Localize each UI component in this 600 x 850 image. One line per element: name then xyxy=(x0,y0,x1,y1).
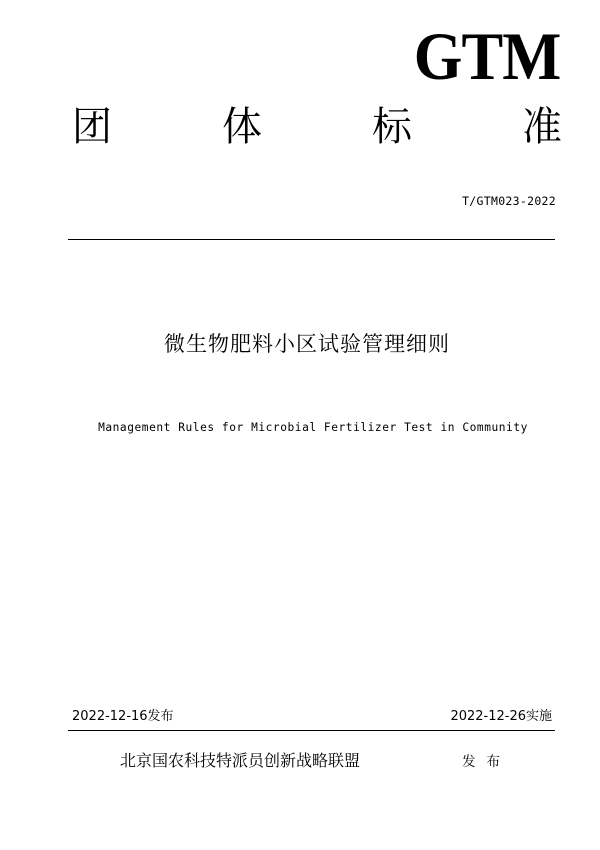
top-divider xyxy=(68,239,555,240)
standard-type-heading xyxy=(72,102,562,152)
standard-type-char: 团 xyxy=(72,104,112,150)
document-title-chinese: 微生物肥料小区试验管理细则 xyxy=(164,332,450,356)
standard-type-char: 体 xyxy=(222,104,262,150)
publish-label: 发布 xyxy=(462,754,511,770)
standard-code: T/GTM023-2022 xyxy=(462,194,556,208)
publisher-name: 北京国农科技特派员创新战略联盟 xyxy=(120,751,361,770)
gtm-logo: GTM xyxy=(413,18,560,94)
document-title-english: Management Rules for Microbial Fertilizer Test in Community xyxy=(98,421,528,434)
release-date: 2022-12-16发布 xyxy=(72,709,174,724)
effective-date: 2022-12-26实施 xyxy=(450,709,552,724)
bottom-divider xyxy=(68,730,555,731)
standard-type-char: 准 xyxy=(522,104,562,150)
standard-type-char: 标 xyxy=(372,104,412,150)
